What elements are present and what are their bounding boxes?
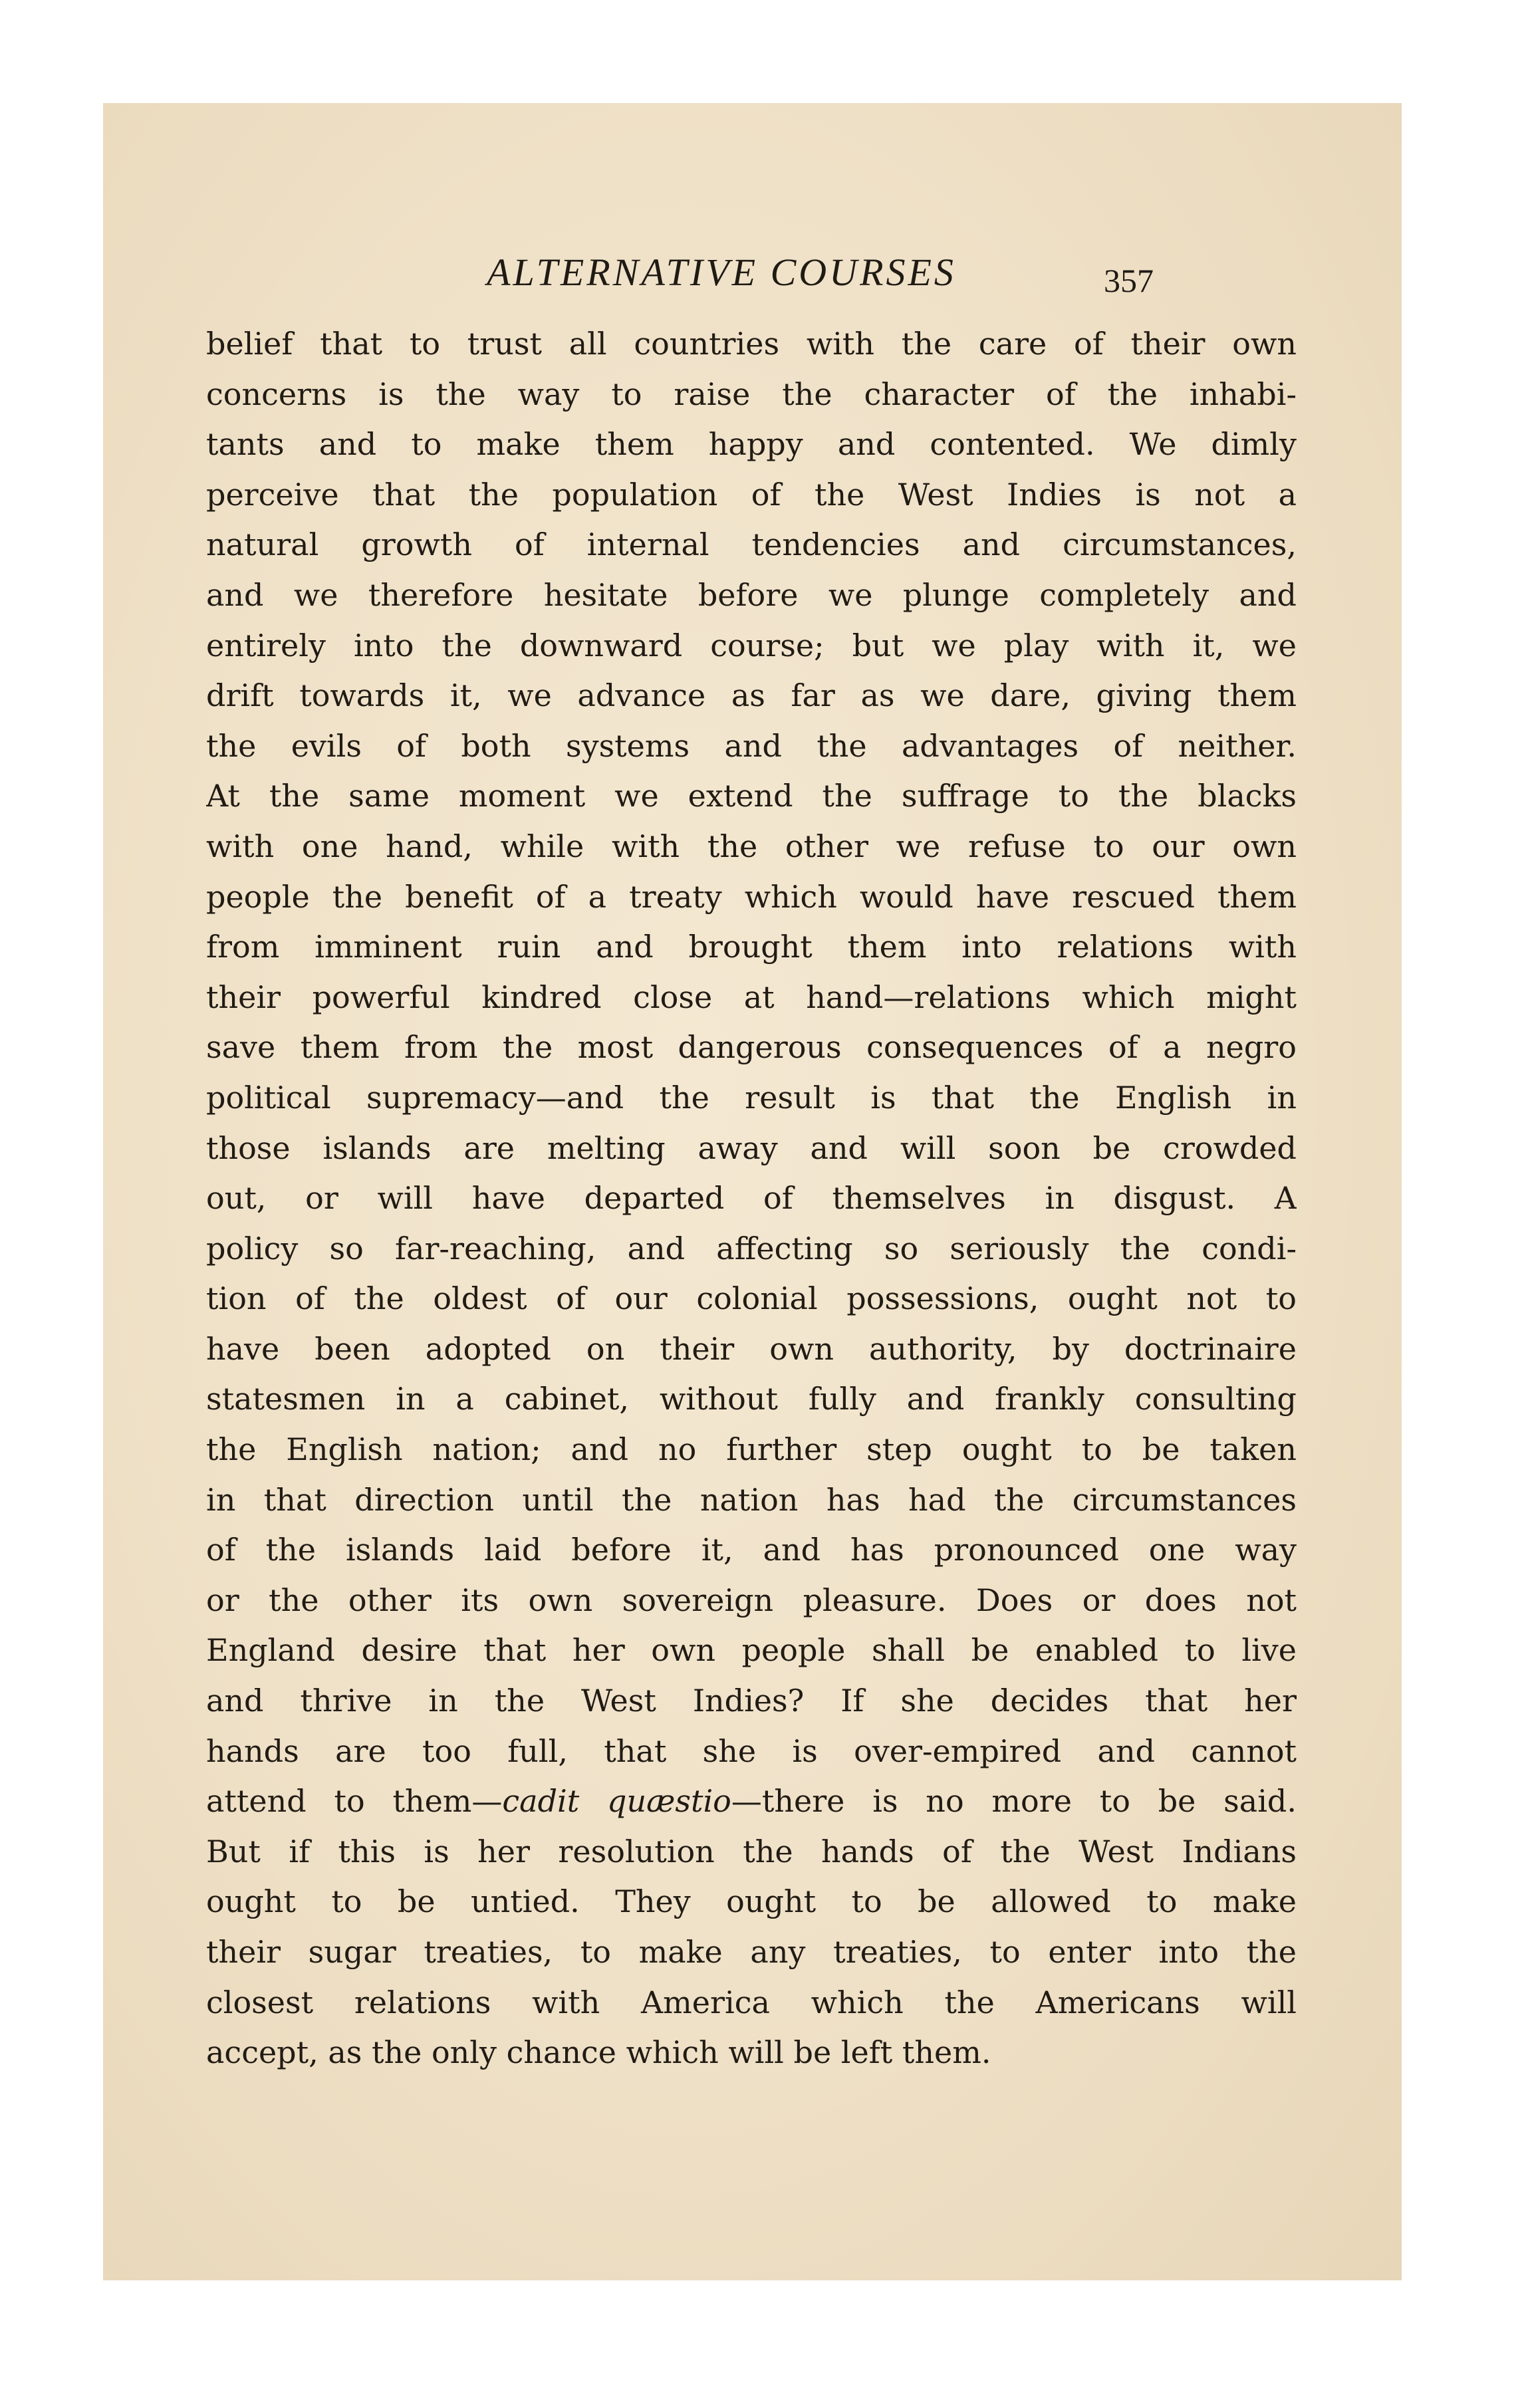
text-line: belief that to trust all countries with the care of their own: [206, 326, 1297, 362]
text-line: or the other its own sovereign pleasure. Does or does not: [206, 1582, 1297, 1618]
text-line: statesmen in a cabinet, without fully and frankly consulting: [206, 1381, 1297, 1417]
text-line: perceive that the population of the West Indies is not a: [206, 476, 1297, 513]
running-head: ALTERNATIVE COURSES: [487, 251, 956, 294]
text-line: natural growth of internal tendencies and circumstances,: [206, 527, 1297, 563]
text-line: England desire that her own people shall be enabled to live: [206, 1632, 1297, 1669]
text-line: hands are too full, that she is over-empired and cannot: [206, 1733, 1297, 1769]
text-line: save them from the most dangerous consequences of a negro: [206, 1029, 1297, 1066]
latin-phrase: cadit quæstio: [502, 1783, 731, 1820]
text-line: At the same moment we extend the suffrage to the blacks: [206, 778, 1297, 814]
line-30-before: attend to them—: [206, 1783, 503, 1820]
body-text: [206, 319, 1297, 2078]
text-line: of the islands laid before it, and has pronounced one way: [206, 1532, 1297, 1568]
text-line: drift towards it, we advance as far as we dare, giving them: [206, 677, 1297, 714]
text-line-with-latin: [206, 1776, 1297, 1827]
text-line: closest relations with America which the Americans will: [206, 1984, 1297, 2020]
text-line: from imminent ruin and brought them into relations with: [206, 929, 1297, 965]
text-line: political supremacy—and the result is that the English in: [206, 1079, 1297, 1116]
text-line: tion of the oldest of our colonial possessions, ought not to: [206, 1280, 1297, 1317]
text-line-last: accept, as the only chance which will be left them.: [206, 2034, 991, 2071]
text-line: the English nation; and no further step ought to be taken: [206, 1431, 1297, 1468]
text-line: in that direction until the nation has had the circumstances: [206, 1481, 1297, 1518]
page-header: [103, 243, 1402, 302]
text-line: and thrive in the West Indies? If she decides that her: [206, 1683, 1297, 1719]
text-line: their powerful kindred close at hand—relations which might: [206, 979, 1297, 1015]
book-page: [103, 103, 1402, 2280]
text-line: their sugar treaties, to make any treaties, to enter into the: [206, 1934, 1297, 1970]
text-line: policy so far-reaching, and affecting so seriously the condi-: [206, 1230, 1297, 1266]
text-line: concerns is the way to raise the character of the inhabi-: [206, 376, 1297, 412]
text-line: and we therefore hesitate before we plunge completely and: [206, 576, 1297, 613]
line-30-after: —there is no more to be said.: [731, 1783, 1297, 1820]
text-line: tants and to make them happy and contented. We dimly: [206, 426, 1297, 463]
text-line: with one hand, while with the other we refuse to our own: [206, 828, 1297, 864]
text-line: people the benefit of a treaty which would have rescued them: [206, 878, 1297, 915]
text-line: ought to be untied. They ought to be allowed to make: [206, 1883, 1297, 1920]
text-line: entirely into the downward course; but we play with it, we: [206, 627, 1297, 663]
text-line: But if this is her resolution the hands of the West Indians: [206, 1833, 1297, 1869]
page-number: 357: [1104, 262, 1154, 299]
text-line: the evils of both systems and the advantages of neither.: [206, 727, 1297, 764]
text-line: those islands are melting away and will soon be crowded: [206, 1130, 1297, 1166]
text-line: out, or will have departed of themselves in disgust. A: [206, 1180, 1297, 1217]
text-line: have been adopted on their own authority, by doctrinaire: [206, 1330, 1297, 1367]
